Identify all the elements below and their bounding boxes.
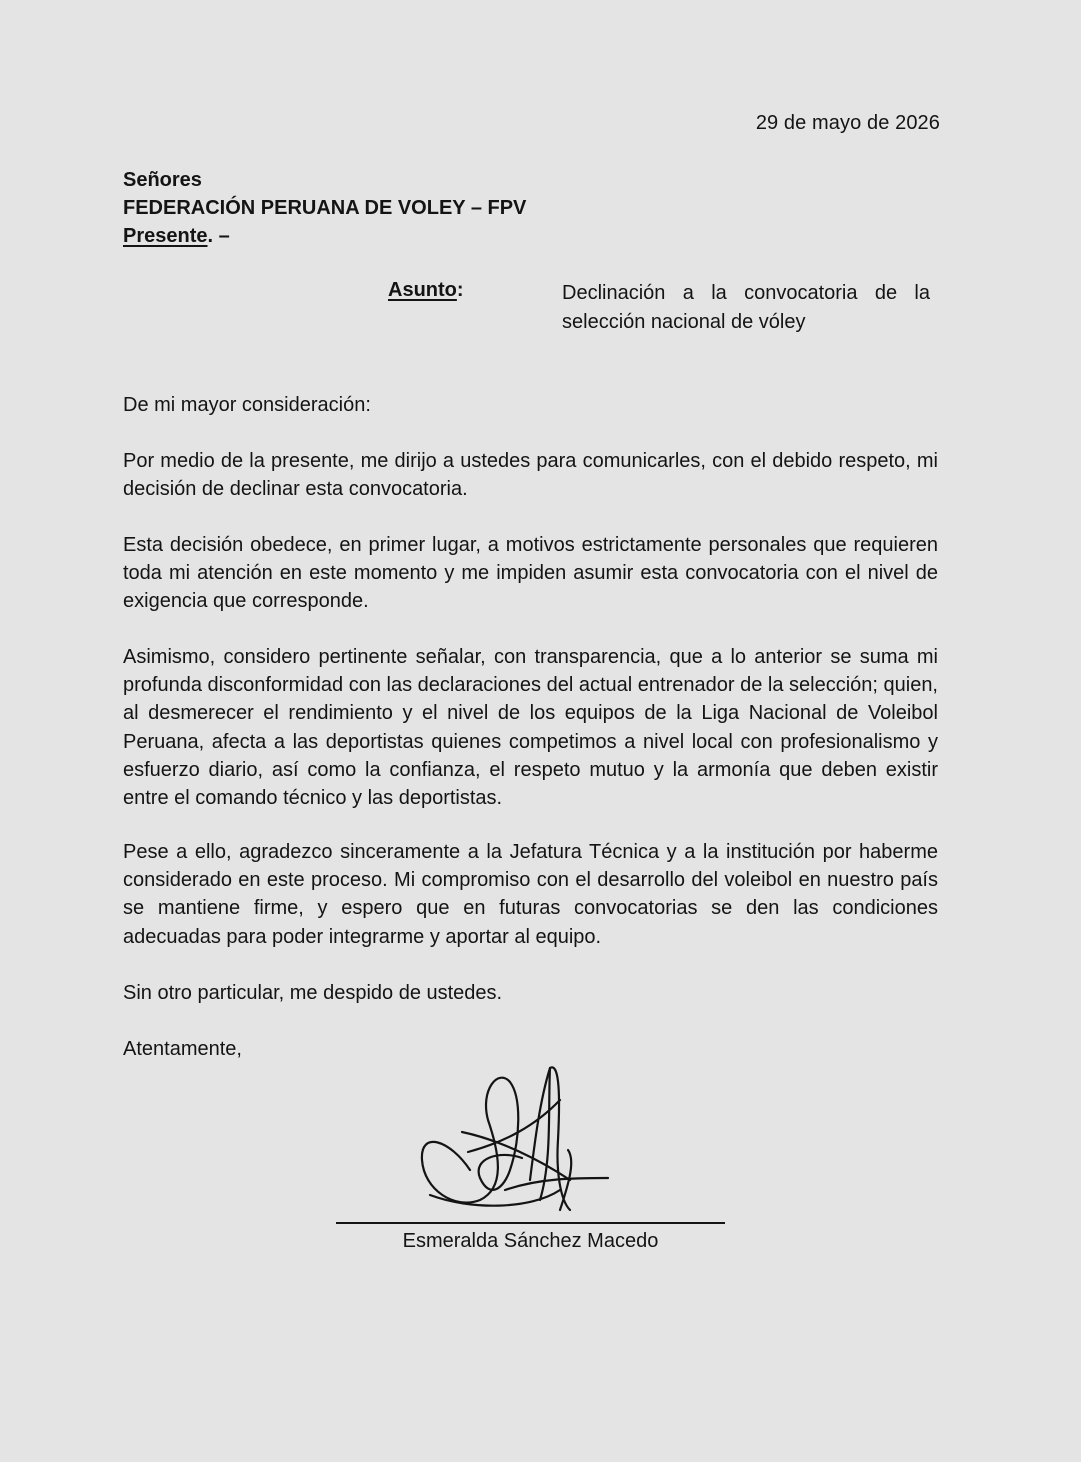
addressee-block <box>123 166 526 250</box>
paragraph-1-text: Por medio de la presente, me dirijo a ustedes para comunicarles, con el debido respeto, mi decisión de declinar esta convocatoria. <box>123 450 938 501</box>
subject-label <box>388 279 464 302</box>
paragraph-1 <box>123 447 938 503</box>
signature-line <box>336 1222 725 1224</box>
handwritten-signature <box>410 1060 620 1220</box>
paragraph-4 <box>123 838 938 951</box>
salutation <box>123 391 938 419</box>
valediction <box>123 1035 938 1063</box>
paragraph-3-text: Asimismo, considero pertinente señalar, con transparencia, que a lo anterior se suma mi profunda disconformidad con las declaraciones del actual entrenador de la selección; quien, al desmerecer el rendimiento y el nivel de los equipos de la Liga Nacional de Voleibol Peruana, afecta a las deportistas quienes competimos a nivel local con profesionalismo y esfuerzo diario, así como la confianza, el respeto mutuo y la armonía que deben existir entre el comando técnico y las deportistas. <box>123 646 938 810</box>
addressee-greeting: Señores <box>123 169 202 191</box>
subject-label-colon: : <box>456 279 464 301</box>
subject-label-word: Asunto <box>388 279 457 301</box>
paragraph-2-text: Esta decisión obedece, en primer lugar, a motivos estrictamente personales que requieren toda mi atención en este momento y me impiden asumir esta convocatoria con el nivel de exigencia que corresponde. <box>123 534 938 613</box>
presente-word: Presente <box>123 225 208 247</box>
closing-line <box>123 979 938 1007</box>
paragraph-3 <box>123 643 938 812</box>
addressee-organization: FEDERACIÓN PERUANA DE VOLEY – FPV <box>123 197 527 219</box>
paragraph-4-text: Pese a ello, agradezco sinceramente a la Jefatura Técnica y a la institución por haberme considerado en este proceso. Mi compromiso con el desarrollo del voleibol en nuestro país se mantiene firme, y espero que en futuras convocatorias se den las condiciones adecuadas para poder integrarme y aportar al equipo. <box>123 841 938 948</box>
closing-line-text: Sin otro particular, me despido de ustedes. <box>123 982 503 1004</box>
subject-text: Declinación a la convocatoria de la selección nacional de vóley <box>562 282 930 333</box>
presente-suffix: . – <box>207 225 230 247</box>
paragraph-2 <box>123 531 938 616</box>
salutation-text: De mi mayor consideración: <box>123 394 371 416</box>
addressee-presente <box>123 222 526 250</box>
valediction-text: Atentamente, <box>123 1038 242 1060</box>
signer-name: Esmeralda Sánchez Macedo <box>402 1230 659 1252</box>
letter-date: 29 de mayo de 2026 <box>755 112 940 134</box>
